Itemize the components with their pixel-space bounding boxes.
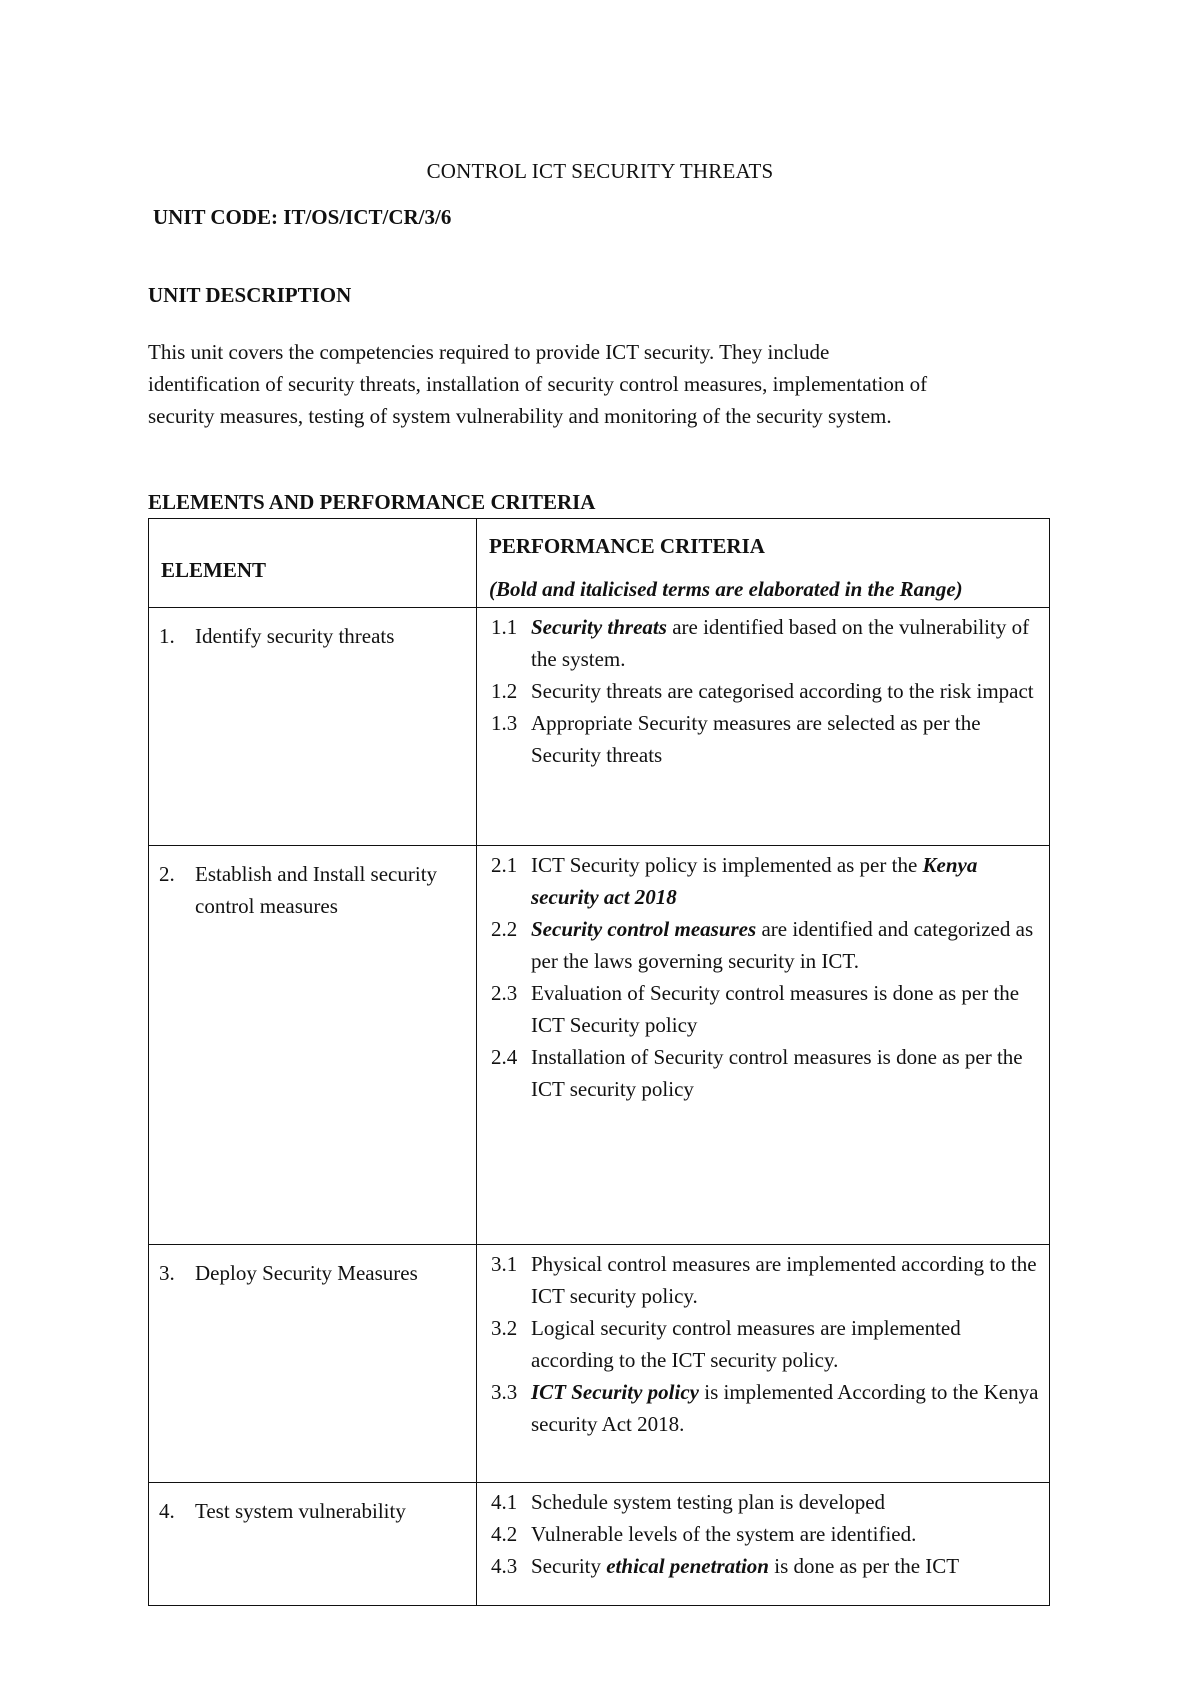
element-cell (149, 1483, 477, 1606)
criteria-text: ICT Security policy is implemented as per the (531, 853, 923, 877)
criteria-cell (477, 1245, 1050, 1483)
criteria-number: 2.1 (491, 853, 518, 877)
element-number: 1. (159, 624, 175, 648)
criteria-item (477, 849, 1049, 913)
criteria-text: Schedule system testing plan is developed (531, 1490, 886, 1514)
criteria-item (477, 1518, 1049, 1550)
criteria-number: 3.1 (491, 1252, 518, 1276)
table-row (149, 1245, 1050, 1483)
criteria-number: 1.3 (491, 711, 518, 735)
criteria-item (477, 977, 1049, 1041)
header-criteria: PERFORMANCE CRITERIA (489, 534, 765, 558)
criteria-item (477, 707, 1049, 771)
criteria-number: 1.1 (491, 615, 518, 639)
criteria-range-term: ethical penetration (606, 1554, 769, 1578)
criteria-range-term: Security control measures (531, 917, 757, 941)
header-element: ELEMENT (161, 558, 267, 582)
criteria-item (477, 1486, 1049, 1518)
unit-description-line: security measures, testing of system vulnerability and monitoring of the security system. (148, 404, 892, 428)
criteria-item (477, 1248, 1049, 1312)
criteria-item (477, 1376, 1049, 1440)
element-number: 3. (159, 1261, 175, 1285)
criteria-number: 3.3 (491, 1380, 518, 1404)
header-element-cell (149, 519, 477, 608)
element-text: Identify security threats (195, 624, 395, 648)
elements-criteria-table (148, 518, 1050, 1606)
table-header-row (149, 519, 1050, 608)
criteria-item (477, 1550, 1049, 1582)
elements-heading: ELEMENTS AND PERFORMANCE CRITERIA (148, 490, 596, 514)
criteria-text: Security threats are categorised according to the risk impact (531, 679, 1034, 703)
criteria-range-term: Kenya security act 2018 (531, 853, 978, 909)
header-criteria-cell (477, 519, 1050, 608)
criteria-number: 2.2 (491, 917, 518, 941)
criteria-text: is implemented According to the Kenya security Act 2018. (531, 1380, 1039, 1436)
element-cell (149, 608, 477, 846)
header-note: (Bold and italicised terms are elaborated in the Range) (489, 577, 963, 601)
document-title: CONTROL ICT SECURITY THREATS (426, 159, 774, 183)
element-cell (149, 1245, 477, 1483)
criteria-number: 4.3 (491, 1554, 518, 1578)
criteria-range-term: ICT Security policy (531, 1380, 699, 1404)
criteria-range-term: Security threats (531, 615, 667, 639)
criteria-text: Evaluation of Security control measures is done as per the ICT Security policy (531, 981, 1020, 1037)
element-text: Test system vulnerability (195, 1499, 406, 1523)
criteria-item (477, 611, 1049, 675)
criteria-text: are identified and categorized as per the laws governing security in ICT. (531, 917, 1034, 973)
criteria-cell (477, 608, 1050, 846)
criteria-number: 3.2 (491, 1316, 518, 1340)
element-text: Deploy Security Measures (195, 1261, 418, 1285)
element-number: 2. (159, 862, 175, 886)
unit-description-heading: UNIT DESCRIPTION (148, 283, 352, 307)
criteria-text: Logical security control measures are implemented according to the ICT security policy. (531, 1316, 961, 1372)
unit-code: UNIT CODE: IT/OS/ICT/CR/3/6 (153, 205, 452, 229)
criteria-text: Vulnerable levels of the system are identified. (531, 1522, 917, 1546)
table-row (149, 846, 1050, 1245)
unit-description-line: This unit covers the competencies required to provide ICT security. They include (148, 340, 830, 364)
criteria-number: 4.1 (491, 1490, 518, 1514)
table-row (149, 608, 1050, 846)
element-cell (149, 846, 477, 1245)
criteria-cell (477, 1483, 1050, 1606)
element-text: Establish and Install security control measures (195, 862, 438, 918)
criteria-cell (477, 846, 1050, 1245)
criteria-number: 1.2 (491, 679, 518, 703)
criteria-text: Physical control measures are implemented according to the ICT security policy. (531, 1252, 1037, 1308)
criteria-number: 2.4 (491, 1045, 518, 1069)
criteria-text: is done as per the ICT (768, 1554, 960, 1578)
unit-description (148, 336, 1068, 432)
criteria-text: Installation of Security control measures is done as per the ICT security policy (531, 1045, 1023, 1101)
criteria-item (477, 913, 1049, 977)
element-number: 4. (159, 1499, 175, 1523)
criteria-number: 4.2 (491, 1522, 518, 1546)
criteria-text: Security (531, 1554, 607, 1578)
criteria-number: 2.3 (491, 981, 518, 1005)
criteria-text: are identified based on the vulnerability of the system. (531, 615, 1030, 671)
criteria-text: Appropriate Security measures are selected as per the Security threats (531, 711, 981, 767)
criteria-item (477, 1041, 1049, 1105)
criteria-item (477, 675, 1049, 707)
criteria-item (477, 1312, 1049, 1376)
unit-description-line: identification of security threats, installation of security control measures, implementation of (148, 372, 928, 396)
table-row (149, 1483, 1050, 1606)
